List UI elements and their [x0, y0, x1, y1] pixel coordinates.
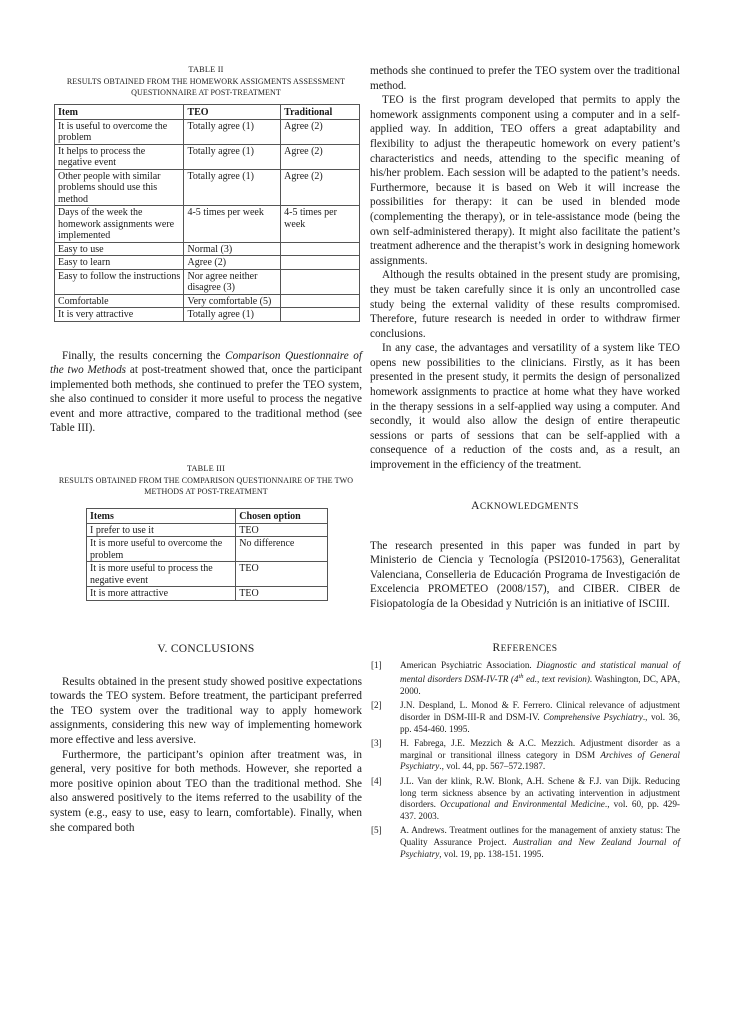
reference-journal: Comprehensive Psychiatry — [543, 712, 643, 723]
table-cell: Agree (2) — [281, 144, 360, 169]
reference-journal: Occupational and Environmental Medicine — [440, 799, 605, 810]
table-cell: It is more useful to process the negative event — [87, 562, 236, 587]
table-cell: It is useful to overcome the problem — [55, 119, 184, 144]
conclusions-heading: V. CONCLUSIONS — [157, 642, 255, 655]
reference-authors: J.L. Van der klink, R.W. Blonk, A.H. Schene & F.J. van Dijk. Reducing long term sickness absence by an activating intervention in adjustment disorders. — [400, 776, 680, 810]
table-cell: Totally agree (1) — [184, 308, 281, 322]
table-cell — [281, 308, 360, 322]
reference-item — [370, 776, 680, 822]
reference-superscript: th — [518, 673, 524, 681]
acknowledgments-heading — [370, 500, 680, 512]
table-cell: 4-5 times per week — [281, 206, 360, 243]
reference-details: , vol. 19, pp. 138-151. 1995. — [439, 848, 544, 859]
table2-header-traditional: Traditional — [281, 105, 360, 120]
table-row — [55, 119, 360, 144]
table-cell: TEO — [236, 562, 328, 587]
reference-item — [370, 660, 680, 698]
left-column — [50, 64, 362, 835]
table-cell: I prefer to use it — [87, 523, 236, 537]
table-cell: 4-5 times per week — [184, 206, 281, 243]
table-cell — [281, 242, 360, 256]
table-cell: It is very attractive — [55, 308, 184, 322]
table-cell: Days of the week the homework assignments were implemented — [55, 206, 184, 243]
right-paragraph-limitations: Although the results obtained in the present study are promising, they must be taken carefully since it is only an uncontrolled case study being the external validity of these results compromised. Therefore, future research is needed in order to withdraw firmer conclusions. — [370, 269, 680, 340]
reference-authors: H. Fabrega, J.E. Mezzich & A.C. Mezzich. Adjustment disorder as a marginal or transitional illness category in DSM — [400, 738, 680, 760]
table3-caption: TABLE III — [186, 464, 226, 474]
right-column — [370, 64, 680, 863]
reference-details: ., vol. 60, pp. 429-437. 2003. — [400, 799, 680, 821]
table-cell — [281, 256, 360, 270]
table-row — [55, 308, 360, 322]
table2-header-teo: TEO — [184, 105, 281, 120]
table-cell: Nor agree neither disagree (3) — [184, 269, 281, 294]
reference-item — [370, 700, 680, 735]
table-row — [87, 587, 328, 601]
table-cell: Easy to learn — [55, 256, 184, 270]
comparison-paragraph-start: Finally, the results concerning the — [62, 349, 226, 362]
references-heading-rest: EFERENCES — [500, 643, 558, 654]
comparison-questionnaire-title: Comparison Questionnaire of the two Methods — [50, 349, 363, 377]
reference-details: ., vol. 44, pp. 567–572.1987. — [439, 761, 546, 772]
references-heading — [370, 642, 680, 654]
reference-journal: Archives of General Psychiatry — [400, 749, 680, 772]
comparison-paragraph-rest: at post-treatment showed that, once the participant implemented both methods, she continued to prefer the TEO system, she also continued to consider it more useful to process the negative event and more attractive, compared to the traditional method (see Table III). — [50, 364, 362, 435]
reference-number: [1] — [371, 659, 382, 670]
table3-subtitle: RESULTS OBTAINED FROM THE COMPARISON QUESTIONNAIRE OF THE TWO METHODS AT POST-TREATMENT — [58, 476, 354, 497]
table3-header-row — [87, 509, 328, 524]
table-cell: It is more attractive — [87, 587, 236, 601]
table-row — [55, 256, 360, 270]
conclusions-paragraph-2: Furthermore, the participant’s opinion after treatment was, in general, very positive for both methods. However, she reported a more positive opinion about TEO than the traditional method. She also answered positively to the items referred to the usability of the system (e.g., easy to use, easy to learn, comfortable). Finally, when she compared both — [50, 748, 362, 834]
table-cell: TEO — [236, 587, 328, 601]
table-cell: TEO — [236, 523, 328, 537]
table-cell: Normal (3) — [184, 242, 281, 256]
table-cell: Easy to follow the instructions — [55, 269, 184, 294]
table2-header-item: Item — [55, 105, 184, 120]
table2 — [54, 104, 360, 322]
table-cell: No difference — [236, 537, 328, 562]
table-row — [87, 562, 328, 587]
references-heading-initial: R — [492, 641, 501, 654]
reference-title-part: ed., text revision). — [523, 674, 593, 685]
table2-header-row — [55, 105, 360, 120]
conclusions-paragraph-1: Results obtained in the present study showed positive expectations towards the TEO system. Before treatment, the participant preferred the TEO system over the traditional way to apply homework assignments, considering this new way of implementing homework more effective and less aversive. — [50, 675, 362, 746]
reference-journal: Australian and New Zealand Journal of Psychiatry — [400, 836, 680, 859]
table-row — [55, 144, 360, 169]
table-cell: It helps to process the negative event — [55, 144, 184, 169]
table-cell: Agree (2) — [281, 169, 360, 206]
table-row — [55, 269, 360, 294]
table3-header-items: Items — [87, 509, 236, 524]
reference-authors: J.N. Despland, L. Monod & F. Ferrero. Clinical relevance of adjustment disorder in DSM-III-R and DSM-IV. — [400, 700, 680, 723]
table-cell — [281, 269, 360, 294]
table-cell: Other people with similar problems should use this method — [55, 169, 184, 206]
reference-number: [2] — [371, 700, 382, 711]
table-cell: Easy to use — [55, 242, 184, 256]
reference-details: ., vol. 36, pp. 454-460. 1995. — [400, 712, 680, 734]
comparison-paragraph — [50, 349, 362, 437]
table2-subtitle: RESULTS OBTAINED FROM THE HOMEWORK ASSIGMENTS ASSESSMENT QUESTIONNAIRE AT POST-TREATMENT — [66, 77, 346, 97]
table-cell: Agree (2) — [184, 256, 281, 270]
reference-authors: A. Andrews. Treatment outlines for the management of anxiety status: The Quality Assurance Project. — [400, 825, 680, 847]
reference-item — [370, 825, 680, 860]
reference-number: [4] — [371, 776, 382, 786]
table3-header-chosen-option: Chosen option — [236, 509, 328, 524]
table-cell: Agree (2) — [281, 119, 360, 144]
acknowledgments-heading-rest: CKNOWLEDGMENTS — [479, 501, 579, 512]
right-paragraph-teo-program: TEO is the first program developed that permits to apply the homework assignments component using a computer and in a self-applied way. In addition, TEO offers a great adaptability and flexibility to adjust the therapeutic homework on every patient’s characteristics and needs, attending to the specific meaning of his/her problem. Each session will be adapted to the patient’s needs. Furthermore, because it is based on Web it will increase the possibilities for therapy: it can be used in blended mode (complementing the therapy), or in tele-assistance mode (being the own self-administered therapy). It might also facilitate the patient’s treatment adherence and the therapist’s work in designing homework assignments. — [370, 94, 680, 267]
table-row — [87, 537, 328, 562]
table-cell: Totally agree (1) — [184, 119, 281, 144]
table-row — [55, 206, 360, 243]
reference-authors: American Psychiatric Association. — [400, 659, 537, 670]
reference-number: [5] — [371, 825, 382, 836]
acknowledgments-text: The research presented in this paper was funded in part by Ministerio de Ciencia y Tecnología (PSI2010-17563), Generalitat Valenciana, Conselleria de Educación Programa de Investigación de Excelencia PROMETEO (2008/157), and CIBER. CIBER de Fisiopatología de la Obesidad y Nutrición is an initiative of ISCIII. — [370, 539, 680, 610]
table-cell — [281, 294, 360, 308]
table-cell: Totally agree (1) — [184, 169, 281, 206]
reference-title-part: Diagnostic and statistical manual of mental disorders DSM-IV-TR (4 — [400, 659, 681, 685]
table-row — [55, 169, 360, 206]
table-cell: Comfortable — [55, 294, 184, 308]
table-row — [55, 294, 360, 308]
table-row — [55, 242, 360, 256]
table-cell: It is more useful to overcome the problem — [87, 537, 236, 562]
reference-publisher: Washington, DC, APA, 2000. — [400, 674, 680, 696]
acknowledgments-heading-initial: A — [471, 499, 480, 512]
table2-caption: TABLE II — [188, 65, 224, 74]
table3 — [86, 508, 328, 601]
references-list — [370, 660, 680, 861]
reference-item — [370, 738, 680, 773]
reference-number: [3] — [371, 738, 382, 749]
right-paragraph-continuation: methods she continued to prefer the TEO system over the traditional method. — [370, 65, 680, 92]
right-paragraph-advantages: In any case, the advantages and versatility of a system like TEO opens new possibilities to the clinicians. Firstly, as it has been presented in the present study, it permits the design of personalized homework assignments to practice at home what they have worked in the therapy sessions in a self-applied way using a computer. And secondly, it would also allow the design of entire therapeutic sessions or parts of sessions that can be self-applied with a consequence of a reduction of the costs and, as a result, an improvement in the efficiency of the treatment. — [370, 342, 680, 472]
table-cell: Totally agree (1) — [184, 144, 281, 169]
table-cell: Very comfortable (5) — [184, 294, 281, 308]
table-row — [87, 523, 328, 537]
